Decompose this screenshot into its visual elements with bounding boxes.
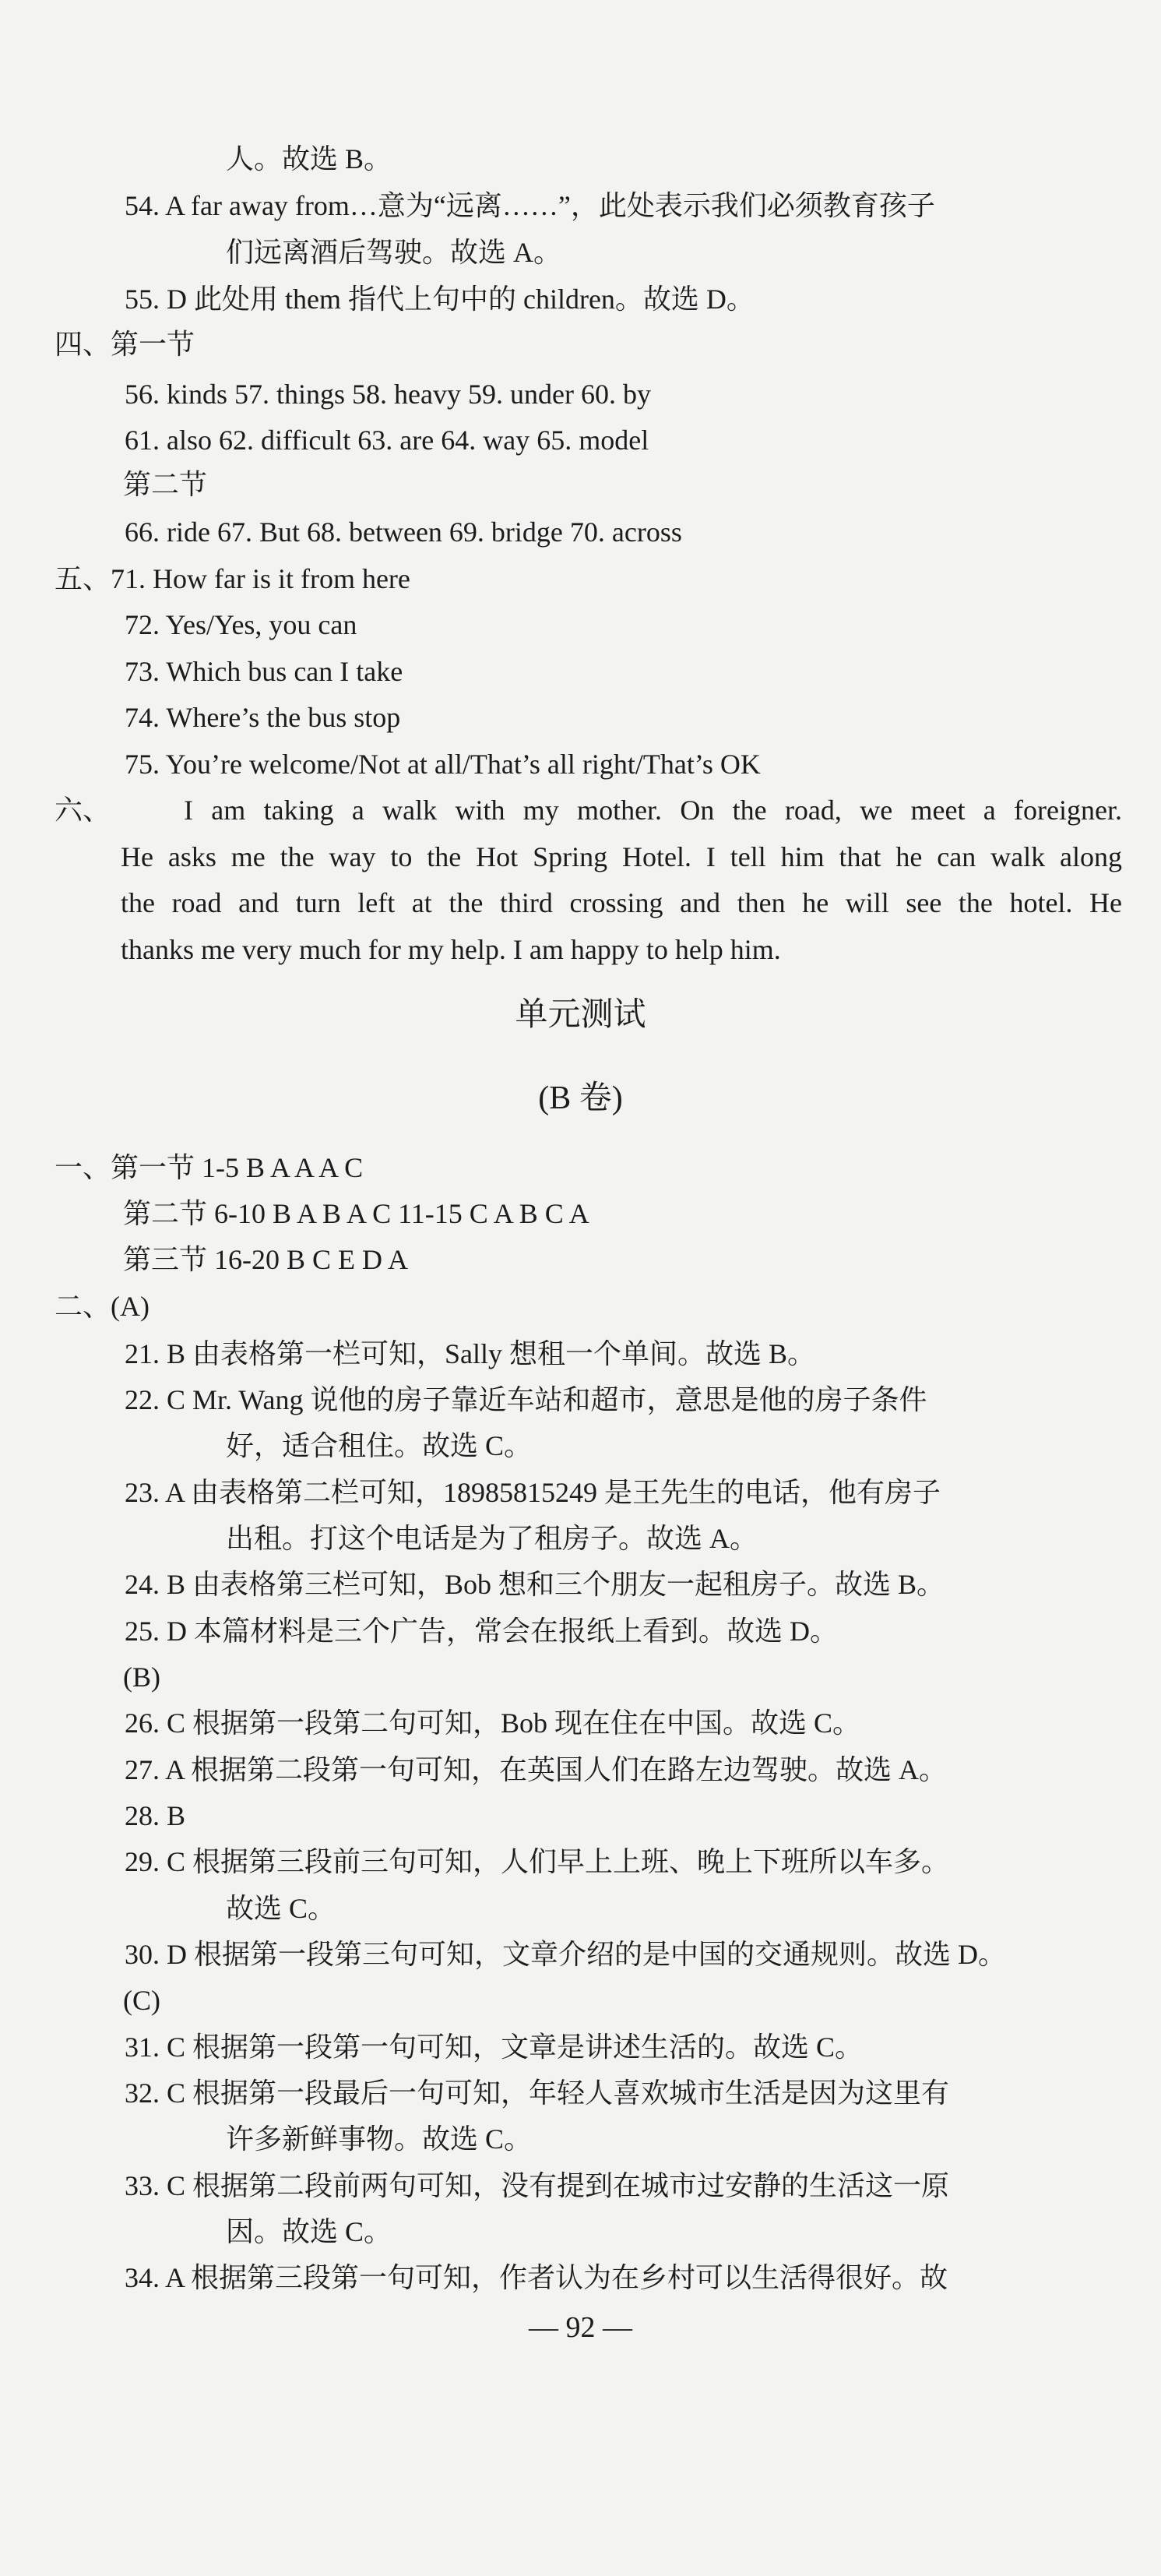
text-line: 五、71. How far is it from here	[55, 563, 410, 594]
text-line: 24. B 由表格第三栏可知，Bob 想和三个朋友一起租房子。故选 B。	[125, 1569, 945, 1600]
paragraph-line: He asks me the way to the Hot Spring Hotel. I tell him that he can walk along	[121, 841, 1122, 872]
paragraph-line: I am taking a walk with my mother. On the road, we meet a foreigner.	[184, 795, 1122, 826]
text-line: 74. Where’s the bus stop	[125, 702, 401, 733]
text-line: 第三节 16-20 B C E D A	[123, 1244, 409, 1275]
text-line: 30. D 根据第一段第三句可知，文章介绍的是中国的交通规则。故选 D。	[125, 1939, 1006, 1970]
text-line: 22. C Mr. Wang 说他的房子靠近车站和超市，意思是他的房子条件	[125, 1384, 927, 1415]
section-heading: 四、第一节	[55, 329, 195, 360]
paragraph-line: the road and turn left at the third crossing and then he will see the hotel. He	[121, 887, 1122, 918]
unit-test-title: 单元测试	[515, 997, 646, 1033]
text-line: 21. B 由表格第一栏可知，Sally 想租一个单间。故选 B。	[125, 1338, 816, 1369]
text-line: 32. C 根据第一段最后一句可知，年轻人喜欢城市生活是因为这里有	[125, 2077, 950, 2109]
text-line: 人。故选 B。	[226, 143, 392, 174]
text-line: 27. A 根据第二段第一句可知，在英国人们在路左边驾驶。故选 A。	[125, 1754, 948, 1785]
text-line: 第二节 6-10 B A B A C 11-15 C A B C A	[123, 1198, 589, 1229]
text-line: 因。故选 C。	[226, 2216, 392, 2247]
text-line: 26. C 根据第一段第二句可知，Bob 现在住在中国。故选 C。	[125, 1707, 861, 1739]
text-line: 33. C 根据第二段前两句可知，没有提到在城市过安静的生活这一原	[125, 2170, 950, 2201]
section-heading: 六、	[55, 795, 111, 826]
text-line: 75. You’re welcome/Not at all/That’s all right/That’s OK	[125, 749, 761, 780]
text-line: 73. Which bus can I take	[125, 656, 403, 687]
text-line: 31. C 根据第一段第一句可知，文章是讲述生活的。故选 C。	[125, 2032, 864, 2063]
text-line: 出租。打这个电话是为了租房子。故选 A。	[226, 1523, 758, 1554]
section-heading: 第二节	[123, 469, 208, 500]
text-line: 23. A 由表格第二栏可知，18985815249 是王先生的电话，他有房子	[125, 1477, 941, 1508]
volume-title: (B 卷)	[538, 1080, 623, 1116]
section-heading: (B)	[123, 1662, 160, 1693]
text-line: 61. also 62. difficult 63. are 64. way 65. model	[125, 425, 649, 456]
text-line: 25. D 本篇材料是三个广告，常会在报纸上看到。故选 D。	[125, 1616, 838, 1647]
text-line: 28. B	[125, 1800, 186, 1831]
section-heading: (C)	[123, 1985, 160, 2016]
text-line: 一、第一节 1-5 B A A A C	[55, 1152, 364, 1183]
text-line: 34. A 根据第三段第一句可知，作者认为在乡村可以生活得很好。故	[125, 2262, 948, 2293]
text-line: 故选 C。	[226, 1893, 336, 1924]
text-line: 好，适合租住。故选 C。	[226, 1430, 533, 1461]
page-number: — 92 —	[529, 2311, 632, 2344]
section-heading: 二、(A)	[55, 1291, 150, 1322]
paragraph-line: thanks me very much for my help. I am happy to help him.	[121, 934, 781, 965]
text-line: 56. kinds 57. things 58. heavy 59. under 60. by	[125, 379, 651, 410]
text-line: 54. A far away from…意为“远离……”，此处表示我们必须教育孩子	[125, 190, 935, 221]
text-line: 许多新鲜事物。故选 C。	[226, 2123, 533, 2155]
text-line: 29. C 根据第三段前三句可知，人们早上上班、晚上下班所以车多。	[125, 1846, 950, 1877]
text-line: 们远离酒后驾驶。故选 A。	[226, 237, 561, 268]
text-line: 55. D 此处用 them 指代上句中的 children。故选 D。	[125, 284, 755, 315]
text-line: 66. ride 67. But 68. between 69. bridge 70. across	[125, 516, 682, 548]
text-line: 72. Yes/Yes, you can	[125, 609, 357, 640]
